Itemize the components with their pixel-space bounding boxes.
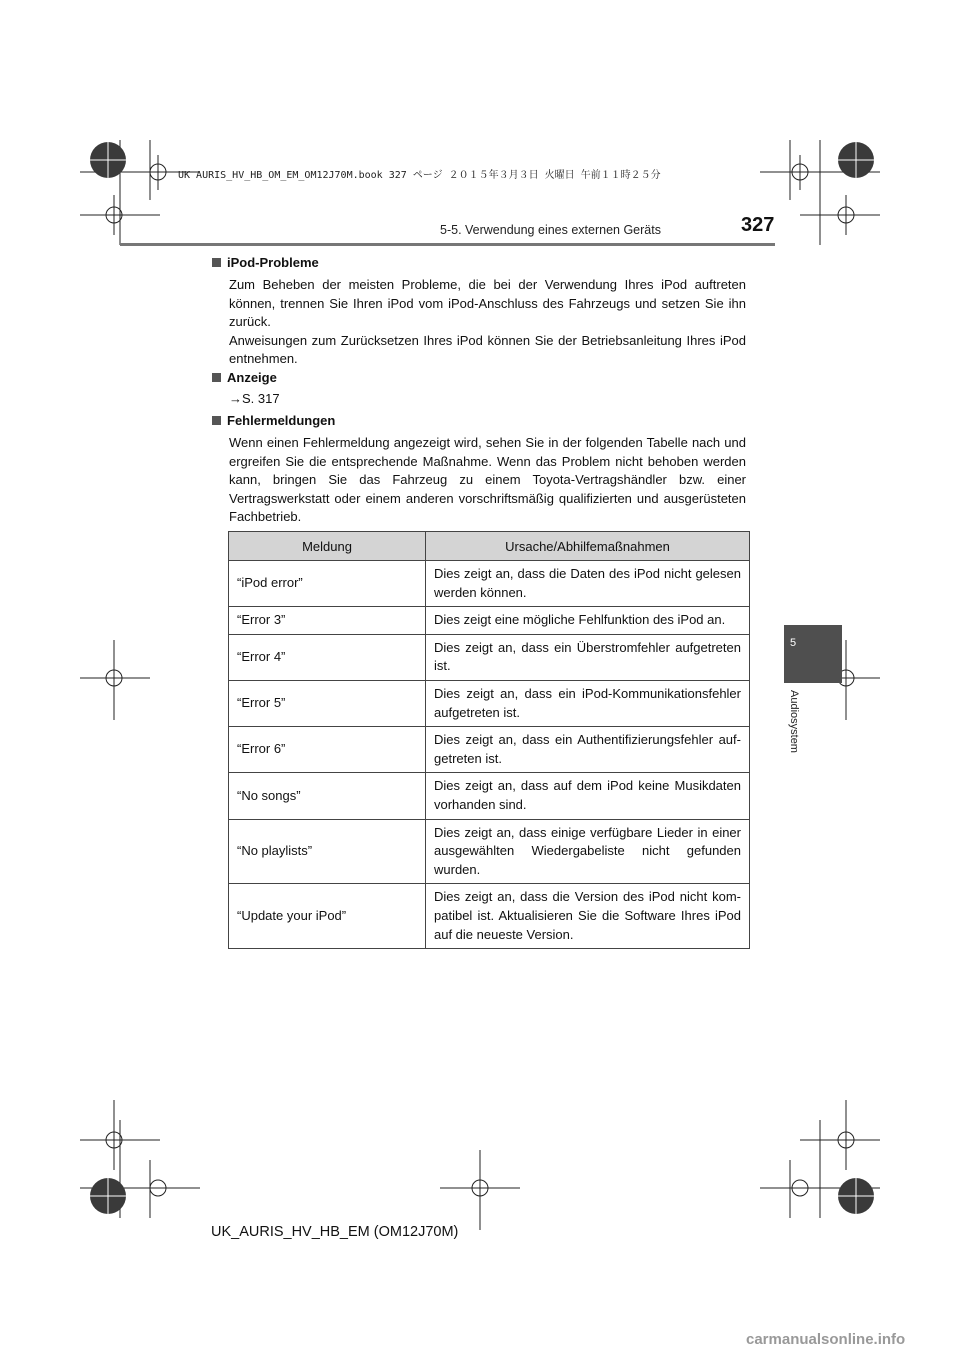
print-job-header: UK AURIS_HV_HB_OM_EM_OM12J70M.book 327 ページ ２０１５年３月３日 火曜日 午前１１時２５分 [178,170,661,181]
paragraph: Wenn einen Fehlermeldung angezeigt wird, sehen Sie in der folgenden Tabelle nach und ergreifen Sie die entsprechende Maßnahme. Wenn das Problem nicht behoben werden kann, bringen Sie das Fahrzeug zu einem Toyota-Vertragshändler bzw. einer Vertragswerkstatt oder einem anderen vorschriftsmäßig qualifizierten und ausgerüsteten Fachbetrieb. [229,435,746,525]
table-row [229,727,750,773]
message-cell: “Error 6” [229,727,426,773]
table-row [229,884,750,949]
chapter-tab [784,625,842,683]
section-heading [212,370,277,385]
message-cell: “Error 3” [229,607,426,635]
message-cell: “Update your iPod” [229,884,426,949]
remedy-cell: Dies zeigt an, dass die Daten des iPod nicht gelesen werden können. [426,561,750,607]
square-bullet-icon [212,416,221,425]
table-row [229,561,750,607]
chapter-label: Audiosystem [788,690,800,753]
remedy-cell: Dies zeigt an, dass einige verfügbare Lieder in einer ausgewählten Wiedergabeliste nicht gefunden wurden. [426,819,750,884]
table-row [229,819,750,884]
header-rule [120,243,775,246]
section-heading [212,413,335,428]
section-body [229,434,746,527]
table-row [229,634,750,680]
cross-reference: →S. 317 [229,391,280,406]
watermark: carmanualsonline.info [746,1331,906,1348]
table-row [229,607,750,635]
remedy-cell: Dies zeigt an, dass die Version des iPod nicht kompatibel ist. Aktualisieren Sie die Software Ihres iPod auf die neueste Version. [426,884,750,949]
square-bullet-icon [212,373,221,382]
column-header: Ursache/Abhilfemaßnahmen [426,532,750,561]
paragraph: Zum Beheben der meisten Probleme, die bei der Verwendung Ihres iPod auftreten können, trennen Sie Ihren iPod vom iPod-Anschluss des Fahrzeugs und setzen Sie ihn zurück. [229,277,746,330]
remedy-cell: Dies zeigt an, dass ein Überstromfehler aufgetreten ist. [426,634,750,680]
heading-text: Anzeige [227,370,277,385]
table-row [229,680,750,726]
error-message-table [228,531,750,949]
chapter-number: 5 [790,637,797,649]
heading-text: Fehlermeldungen [227,413,336,428]
paragraph: Anweisungen zum Zurücksetzen Ihres iPod können Sie der Betriebsanleitung Ihres iPod entnehmen. [229,332,746,367]
remedy-cell: Dies zeigt an, dass ein iPod-Kommunikationsfehler aufgetreten ist. [426,680,750,726]
heading-text: iPod-Probleme [227,255,319,270]
section-body [229,390,746,409]
message-cell: “Error 5” [229,680,426,726]
page-number: 327 [741,214,775,236]
section-body [229,276,746,369]
remedy-cell: Dies zeigt an, dass auf dem iPod keine Musikdaten vorhanden sind. [426,773,750,819]
square-bullet-icon [212,258,221,267]
message-cell: “Error 4” [229,634,426,680]
message-cell: “No playlists” [229,819,426,884]
column-header: Meldung [229,532,426,561]
table-header-row [229,532,750,561]
table-row [229,773,750,819]
document-code: UK_AURIS_HV_HB_EM (OM12J70M) [211,1224,459,1240]
remedy-cell: Dies zeigt eine mögliche Fehlfunktion des iPod an. [426,607,750,635]
section-heading [212,255,319,270]
section-title: 5-5. Verwendung eines externen Geräts [440,223,661,237]
message-cell: “iPod error” [229,561,426,607]
message-cell: “No songs” [229,773,426,819]
remedy-cell: Dies zeigt an, dass ein Authentifizierungsfehler aufgetreten ist. [426,727,750,773]
